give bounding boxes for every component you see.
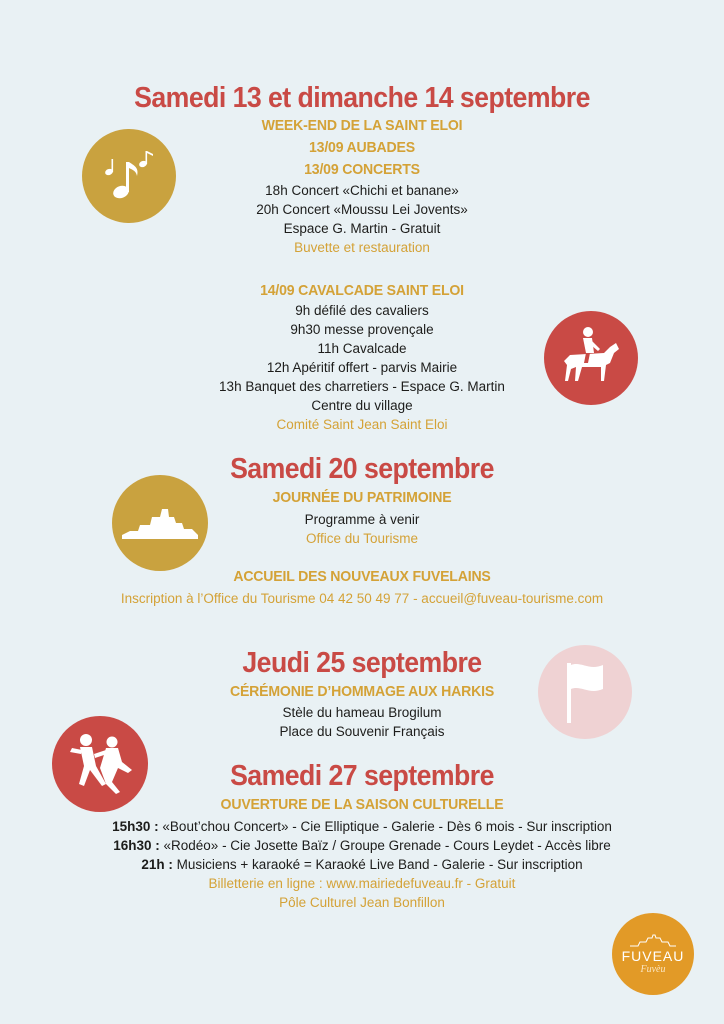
- subtitle-aubades: 13/09 AUBADES: [309, 139, 415, 156]
- concert-line: 20h Concert «Moussu Lei Jovents»: [256, 202, 468, 217]
- date-heading-sept20: Samedi 20 septembre: [230, 453, 494, 485]
- cavalcade-line: Centre du village: [311, 398, 413, 413]
- dancers-icon: [52, 716, 148, 812]
- subtitle-cavalcade: 14/09 CAVALCADE SAINT ELOI: [260, 282, 464, 299]
- event-text: «Rodéo» - Cie Josette Baïz / Groupe Grenade - Cours Leydet - Accès libre: [159, 838, 611, 853]
- logo-text: FUVEAU: [621, 947, 685, 964]
- cavalcade-line: 12h Apéritif offert - parvis Mairie: [266, 360, 458, 375]
- event-time: 15h30 :: [112, 819, 159, 834]
- logo-subtext: Fuvèu: [640, 963, 666, 975]
- village-skyline-icon: [628, 934, 678, 948]
- subtitle-saint-eloi: WEEK-END DE LA SAINT ELOI: [261, 117, 463, 134]
- saison-ticket-note: Billetterie en ligne : www.mairiedefuveau.fr - Gratuit: [208, 876, 516, 891]
- subtitle-concerts: 13/09 CONCERTS: [304, 161, 420, 178]
- event-time: 16h30 :: [113, 838, 160, 853]
- patrimoine-note: Office du Tourisme: [305, 531, 419, 546]
- saison-event: [0, 857, 724, 872]
- horse-rider-icon: [544, 311, 638, 405]
- concert-note: Buvette et restauration: [294, 240, 430, 255]
- concert-line: Espace G. Martin - Gratuit: [283, 221, 441, 236]
- patrimoine-line: Programme à venir: [304, 512, 420, 527]
- harkis-line: Stèle du hameau Brogilum: [282, 705, 442, 720]
- cavalcade-line: 9h défilé des cavaliers: [295, 303, 429, 318]
- fuveau-logo: [612, 913, 694, 995]
- music-notes-icon: [82, 129, 176, 223]
- harkis-line: Place du Souvenir Français: [279, 724, 445, 739]
- fortress-icon: [112, 475, 208, 571]
- date-heading-sept27: Samedi 27 septembre: [230, 760, 494, 792]
- accueil-note: Inscription à l’Office du Tourisme 04 42 50 49 77 - accueil@fuveau-tourisme.com: [120, 591, 604, 606]
- cavalcade-line: 13h Banquet des charretiers - Espace G. Martin: [219, 379, 505, 394]
- event-text: Musiciens + karaoké = Karaoké Live Band - Galerie - Sur inscription: [172, 857, 583, 872]
- saison-venue-note: Pôle Culturel Jean Bonfillon: [279, 895, 445, 910]
- event-time: 21h :: [141, 857, 173, 872]
- subtitle-saison: OUVERTURE DE LA SAISON CULTURELLE: [220, 796, 504, 813]
- subtitle-harkis: CÉRÉMONIE D’HOMMAGE AUX HARKIS: [229, 683, 495, 700]
- flag-icon: [538, 645, 632, 739]
- saison-event: [0, 838, 724, 853]
- event-text: «Bout’chou Concert» - Cie Elliptique - Galerie - Dès 6 mois - Sur inscription: [158, 819, 612, 834]
- date-heading-sept13: Samedi 13 et dimanche 14 septembre: [134, 82, 590, 114]
- subtitle-patrimoine: JOURNÉE DU PATRIMOINE: [272, 489, 452, 506]
- cavalcade-line: 9h30 messe provençale: [290, 322, 434, 337]
- concert-line: 18h Concert «Chichi et banane»: [265, 183, 459, 198]
- cavalcade-line: 11h Cavalcade: [317, 341, 407, 356]
- cavalcade-note: Comité Saint Jean Saint Eloi: [276, 417, 448, 432]
- date-heading-sept25: Jeudi 25 septembre: [242, 647, 482, 679]
- saison-event: [0, 819, 724, 834]
- subtitle-accueil: ACCUEIL DES NOUVEAUX FUVELAINS: [233, 568, 491, 585]
